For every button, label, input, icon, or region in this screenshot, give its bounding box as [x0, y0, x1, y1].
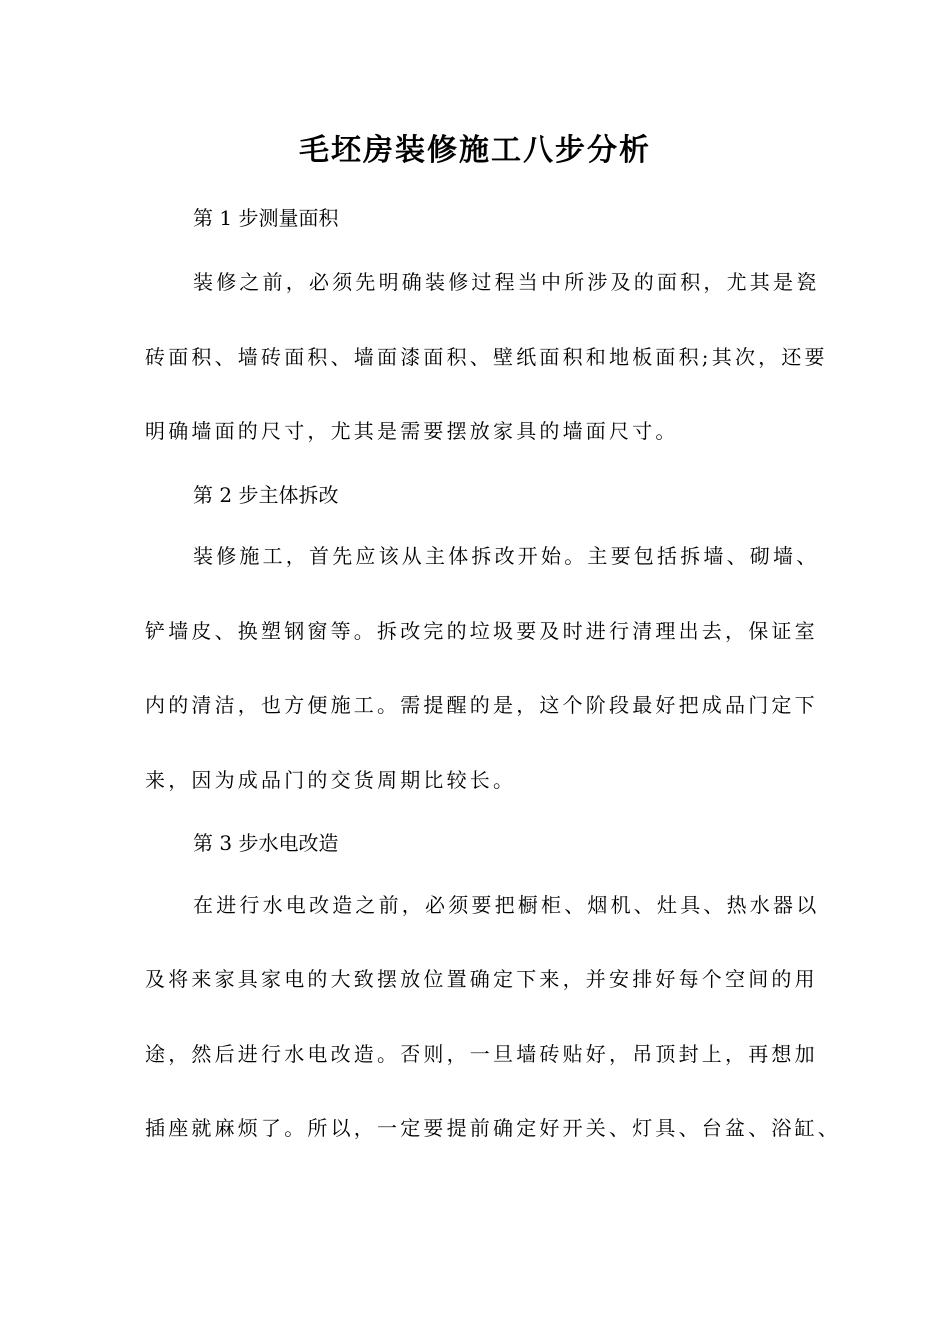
paragraph-line: 途，然后进行水电改造。否则，一旦墙砖贴好，吊顶封上，再想加 — [145, 1042, 818, 1066]
paragraph-line: 内的清洁，也方便施工。需提醒的是，这个阶段最好把成品门定下 — [145, 693, 818, 717]
section-heading-step-1: 第 1 步测量面积 — [193, 206, 339, 230]
section-heading-step-3: 第 3 步水电改造 — [193, 831, 339, 855]
paragraph-line: 及将来家具家电的大致摆放位置确定下来，并安排好每个空间的用 — [145, 967, 818, 991]
paragraph-line: 装修施工，首先应该从主体拆改开始。主要包括拆墙、砌墙、 — [193, 544, 820, 568]
paragraph-line: 铲墙皮、换塑钢窗等。拆改完的垃圾要及时进行清理出去，保证室 — [145, 619, 818, 643]
document-title: 毛坯房装修施工八步分析 — [299, 133, 651, 168]
paragraph-line: 装修之前，必须先明确装修过程当中所涉及的面积，尤其是瓷 — [193, 270, 820, 294]
section-heading-step-2: 第 2 步主体拆改 — [193, 483, 339, 507]
paragraph-line: 来，因为成品门的交货周期比较长。 — [145, 768, 517, 792]
paragraph-line: 插座就麻烦了。所以，一定要提前确定好开关、灯具、台盆、浴缸、 — [145, 1116, 841, 1140]
paragraph-line: 明确墙面的尺寸，尤其是需要摆放家具的墙面尺寸。 — [145, 419, 679, 443]
paragraph-line: 在进行水电改造之前，必须要把橱柜、烟机、灶具、热水器以 — [193, 893, 820, 917]
paragraph-line: 砖面积、墙砖面积、墙面漆面积、壁纸面积和地板面积;其次，还要 — [145, 345, 828, 369]
